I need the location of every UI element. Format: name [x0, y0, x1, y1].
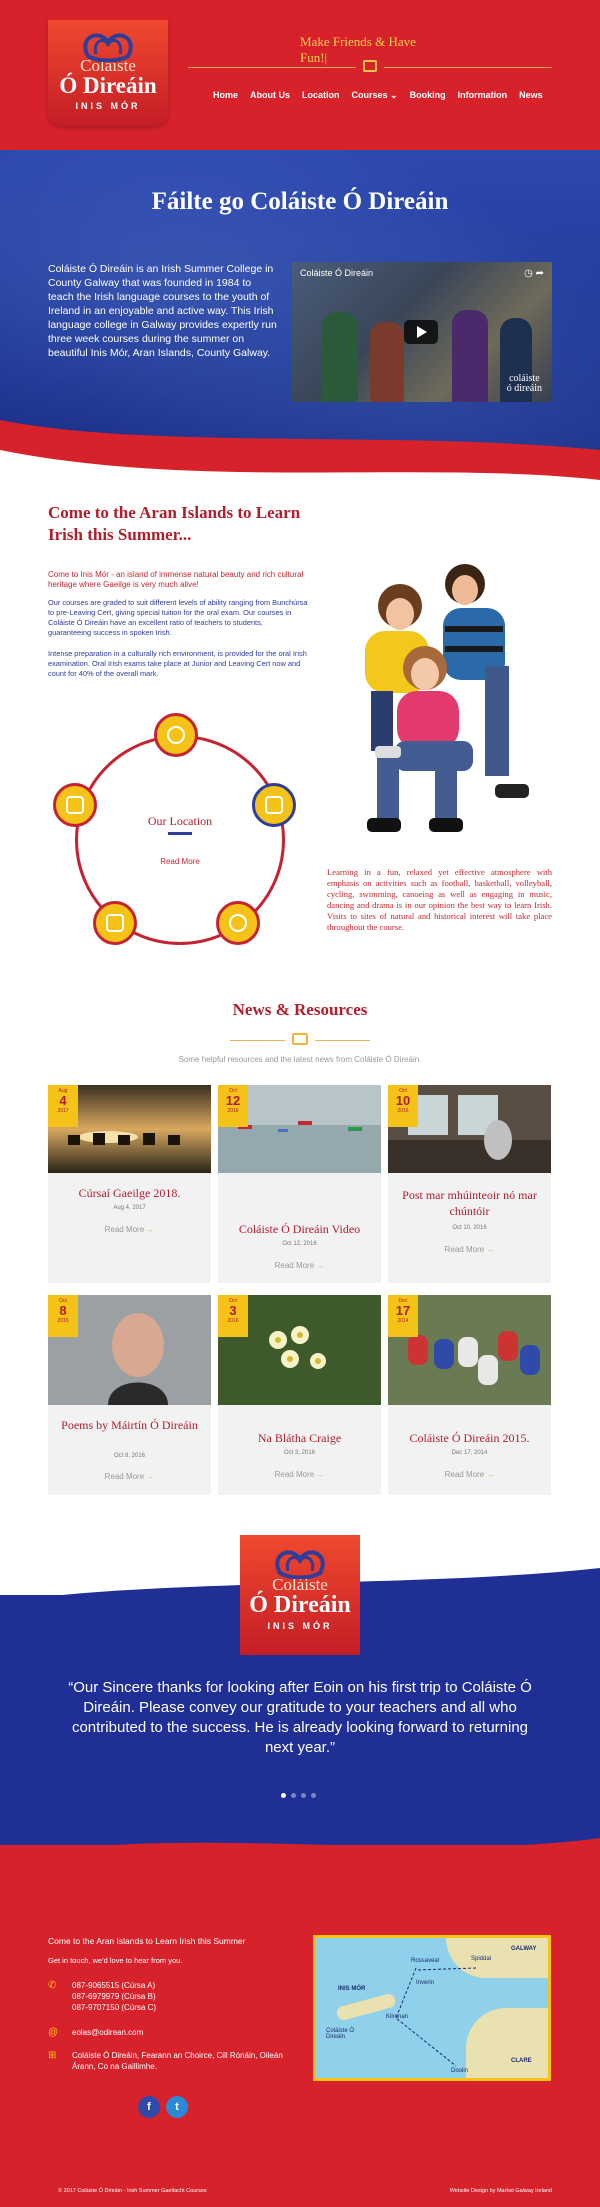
news-card[interactable]	[388, 1085, 551, 1283]
card-read-more-label: Read More	[444, 1245, 485, 1254]
card-year: 2016	[57, 1318, 69, 1324]
card-month: Aug	[58, 1088, 68, 1094]
nav-location[interactable]: Location	[302, 90, 340, 100]
tagline: Make Friends & Have Fun!|	[300, 34, 416, 65]
share-icon[interactable]: ◷ ➦	[524, 268, 544, 279]
chat-icon	[363, 60, 377, 72]
arrow-right-icon: →	[316, 1470, 325, 1479]
footer-email	[48, 2027, 143, 2039]
phone-3[interactable]: 087-9707150 (Cúrsa C)	[72, 2003, 157, 2012]
people-icon	[167, 726, 185, 744]
card-title[interactable]: Poems by Máirtín Ó Direáin	[61, 1418, 198, 1432]
card-year: 2016	[227, 1108, 239, 1114]
header-divider-right	[384, 67, 552, 68]
address-text: Coláiste Ó Direáin, Fearann an Choirce, Cill Rónáin, Oileán Árann, Co na Gaillimhe.	[72, 2051, 283, 2071]
node-chat[interactable]	[216, 901, 260, 945]
card-read-more[interactable]	[48, 1472, 211, 1481]
news-subtitle: Some helpful resources and the latest news from Coláiste Ó Direáin.	[178, 1055, 422, 1064]
card-date-badge	[388, 1085, 418, 1127]
carousel-dot[interactable]	[301, 1793, 306, 1798]
hero-title: Fáilte go Coláiste Ó Direáin	[151, 188, 449, 215]
map-label: Rossaveal	[411, 1958, 440, 1964]
map-icon: ⊞	[48, 2050, 57, 2061]
card-read-more[interactable]	[388, 1245, 551, 1254]
map-label: INIS MÓR	[338, 1986, 366, 1992]
newspaper-icon	[292, 1033, 308, 1045]
video-person	[322, 312, 358, 402]
map-label: GALWAY	[511, 1946, 537, 1952]
location-divider	[168, 832, 192, 835]
video-player[interactable]	[292, 262, 552, 402]
footer-wave	[0, 1818, 600, 1878]
location-title: Our Location	[147, 814, 213, 828]
nav-about-us[interactable]: About Us	[250, 90, 291, 100]
card-day: 10	[395, 1093, 411, 1108]
design-credit[interactable]: Website Design by Market Galway Ireland	[449, 2188, 552, 2194]
card-day: 3	[229, 1303, 237, 1318]
card-day: 4	[59, 1093, 67, 1108]
card-read-more[interactable]	[48, 1225, 211, 1234]
card-title[interactable]: Post mar mhúinteoir nó mar chúntóir	[402, 1188, 537, 1218]
logo-line2: Ó Direáin	[249, 1592, 351, 1618]
footer-phones	[48, 1980, 156, 2013]
card-year: 2016	[227, 1318, 239, 1324]
arrow-right-icon: →	[486, 1470, 495, 1479]
carousel-dot[interactable]	[281, 1793, 286, 1798]
students-photo	[345, 556, 545, 846]
id-card-icon	[66, 796, 84, 814]
site-logo[interactable]	[48, 20, 168, 126]
at-icon: @	[48, 2027, 59, 2038]
hero-text: Coláiste Ó Direáin is an Irish Summer College in County Galway that was founded in 1984 to teach the Irish language courses to the youth of Ireland in an enjoyable and active way. This Irish language college in Galway provides expertly run three week courses during the summer on beautiful Inis Mór, Aran Islands, County Galway.	[48, 263, 277, 359]
card-date-badge	[48, 1085, 78, 1127]
chat-bubble-icon	[229, 914, 247, 932]
video-title: Coláiste Ó Direáin	[300, 268, 374, 278]
card-read-more-label: Read More	[274, 1470, 315, 1479]
map-icon	[265, 796, 283, 814]
card-date: Dec 17, 2014	[451, 1450, 488, 1456]
footer-address	[48, 2050, 298, 2072]
map-label: Coláiste Ó Direáin	[326, 2028, 355, 2040]
chevron-down-icon: ⌄	[390, 90, 398, 100]
card-title[interactable]: Coláiste Ó Direáin Video	[238, 1222, 361, 1236]
newspaper-icon	[106, 914, 124, 932]
video-watermark-line1: coláiste	[509, 373, 540, 384]
video-watermark	[507, 374, 542, 394]
card-title[interactable]: Na Blátha Craige	[257, 1431, 342, 1445]
news-card[interactable]	[218, 1085, 381, 1283]
footer-heading: Come to the Aran Islands to Learn Irish this Summer	[48, 1936, 246, 1946]
hero-wave	[0, 400, 600, 510]
nav-information[interactable]: Information	[457, 90, 508, 100]
logo-line1: Coláiste	[80, 56, 136, 75]
card-date: Oct 8, 2016	[113, 1453, 146, 1459]
footer-logo[interactable]	[240, 1535, 360, 1655]
card-date-badge	[388, 1295, 418, 1337]
video-person	[452, 310, 488, 402]
header-divider-left	[188, 67, 356, 68]
node-map[interactable]	[252, 783, 296, 827]
carousel-dots	[281, 1793, 316, 1798]
card-read-more-label: Read More	[104, 1472, 145, 1481]
phone-1[interactable]: 087-9065515 (Cúrsa A)	[72, 1981, 156, 1990]
news-card[interactable]	[48, 1295, 211, 1495]
news-title: News & Resources	[232, 1000, 368, 1019]
arrow-right-icon: →	[316, 1261, 325, 1270]
facebook-icon[interactable]: f	[138, 2096, 160, 2118]
map-label: CLARE	[511, 2058, 532, 2064]
learning-paragraph: Learning in a fun, relaxed yet effective atmosphere with emphasis on activities such as football, basketball, volleyball, cycling, swimming, canoeing as well as engaging in music, dancing and drama is in our opinion the best way to learn Irish. Visits to sites of natural and historical interest will take place throughout the course.	[327, 867, 552, 932]
logo-line3: INIS MÓR	[267, 1621, 333, 1631]
intro-paragraph-2: Intense preparation in a culturally rich environment, is provided for the oral Irish examination. Oral Irish exams take place at Junior and Leaving Cert now and count for 40% of the overall mark.	[48, 649, 307, 678]
logo-line3: INIS MÓR	[75, 101, 141, 111]
news-divider-left	[230, 1040, 285, 1041]
location-map[interactable]	[313, 1935, 551, 2081]
arrow-right-icon: →	[146, 1472, 155, 1481]
card-year: 2016	[397, 1108, 409, 1114]
location-read-more[interactable]: Read More	[160, 857, 200, 866]
news-divider-right	[315, 1040, 370, 1041]
testimonial-quote: “Our Sincere thanks for looking after Eoin on his first trip to Coláiste Ó Direáin. Please convey our gratitude to your teachers and all who contributed to the success. He is already looking forward to returning next year.”	[68, 1679, 532, 1756]
intro-highlight: Come to Inis Mór - an island of immense natural beauty and rich cultural heritage where Gaeilge is very much alive!	[48, 570, 304, 589]
intro-title: Come to the Aran Islands to Learn Irish this Summer...	[48, 503, 301, 544]
card-title[interactable]: Cúrsaí Gaeilge 2018.	[78, 1186, 181, 1200]
carousel-dot[interactable]	[291, 1793, 296, 1798]
card-read-more[interactable]	[388, 1470, 551, 1479]
card-month: Oct	[229, 1088, 237, 1094]
phone-icon: ✆	[48, 1980, 57, 1991]
card-day: 8	[59, 1303, 67, 1318]
social-links	[138, 2096, 188, 2118]
map-label: Doolin	[451, 2068, 469, 2074]
twitter-icon[interactable]: t	[166, 2096, 188, 2118]
card-day: 12	[225, 1093, 241, 1108]
nav-courses[interactable]	[352, 90, 398, 101]
card-date-badge	[218, 1085, 248, 1127]
map-label: Kilronan	[386, 2014, 409, 2020]
card-month: Oct	[59, 1298, 67, 1304]
video-person	[370, 322, 404, 402]
card-year: 2014	[397, 1318, 409, 1324]
nav-home[interactable]: Home	[213, 90, 239, 100]
card-month: Oct	[399, 1088, 407, 1094]
node-contact[interactable]	[53, 783, 97, 827]
nav-news[interactable]: News	[519, 90, 543, 100]
card-read-more-label: Read More	[274, 1261, 315, 1270]
card-date-badge	[48, 1295, 78, 1337]
play-icon[interactable]	[404, 320, 438, 344]
news-card[interactable]	[388, 1295, 551, 1495]
news-card[interactable]	[48, 1085, 211, 1283]
logo-line2: Ó Direáin	[59, 73, 157, 98]
node-news[interactable]	[93, 901, 137, 945]
card-day: 17	[395, 1303, 411, 1318]
card-date-badge	[218, 1295, 248, 1337]
arrow-right-icon: →	[486, 1245, 495, 1254]
card-date: Oct 12, 2016	[282, 1241, 317, 1247]
carousel-dot[interactable]	[311, 1793, 316, 1798]
email-link[interactable]: eolas@odirean.com	[72, 2028, 144, 2037]
intro-paragraph-1: Our courses are graded to suit different levels of ability ranging from Bunchúrsa to pre-Leaving Cert, giving special tuition for the oral exam. Our courses in Coláiste Ó Direáin have an excellent ratio of teachers to students, guaranteeing success in spoken Irish.	[48, 598, 308, 637]
card-year: 2017	[57, 1108, 69, 1114]
news-card[interactable]	[218, 1295, 381, 1495]
card-read-more-label: Read More	[444, 1470, 485, 1479]
copyright: © 2017 Coláiste Ó Direáin - Irish Summer Gaeltacht Courses	[58, 2188, 207, 2194]
footer-subheading: Get in touch, we'd love to hear from you.	[48, 1956, 183, 1965]
nav-courses-label: Courses	[351, 90, 388, 100]
card-read-more-label: Read More	[104, 1225, 145, 1234]
card-date: Oct 10, 2016	[452, 1225, 487, 1231]
map-label: Spiddal	[471, 1956, 492, 1962]
card-month: Dec	[398, 1298, 408, 1304]
video-watermark-line2: ó direáin	[506, 383, 542, 394]
logo-line1: Coláiste	[272, 1575, 328, 1594]
nav-booking[interactable]: Booking	[409, 90, 446, 100]
arrow-right-icon: →	[146, 1225, 155, 1234]
card-title[interactable]: Coláiste Ó Direáin 2015.	[409, 1431, 530, 1445]
node-students[interactable]	[154, 713, 198, 757]
card-read-more[interactable]	[218, 1261, 381, 1270]
map-label: Inverin	[416, 1980, 435, 1986]
card-read-more[interactable]	[218, 1470, 381, 1479]
phone-2[interactable]: 087-6979979 (Cúrsa B)	[72, 1992, 156, 2001]
card-month: Oct	[229, 1298, 237, 1304]
card-date: Aug 4, 2017	[113, 1205, 146, 1211]
main-nav	[213, 90, 543, 101]
card-date: Oct 3, 2016	[283, 1450, 316, 1456]
